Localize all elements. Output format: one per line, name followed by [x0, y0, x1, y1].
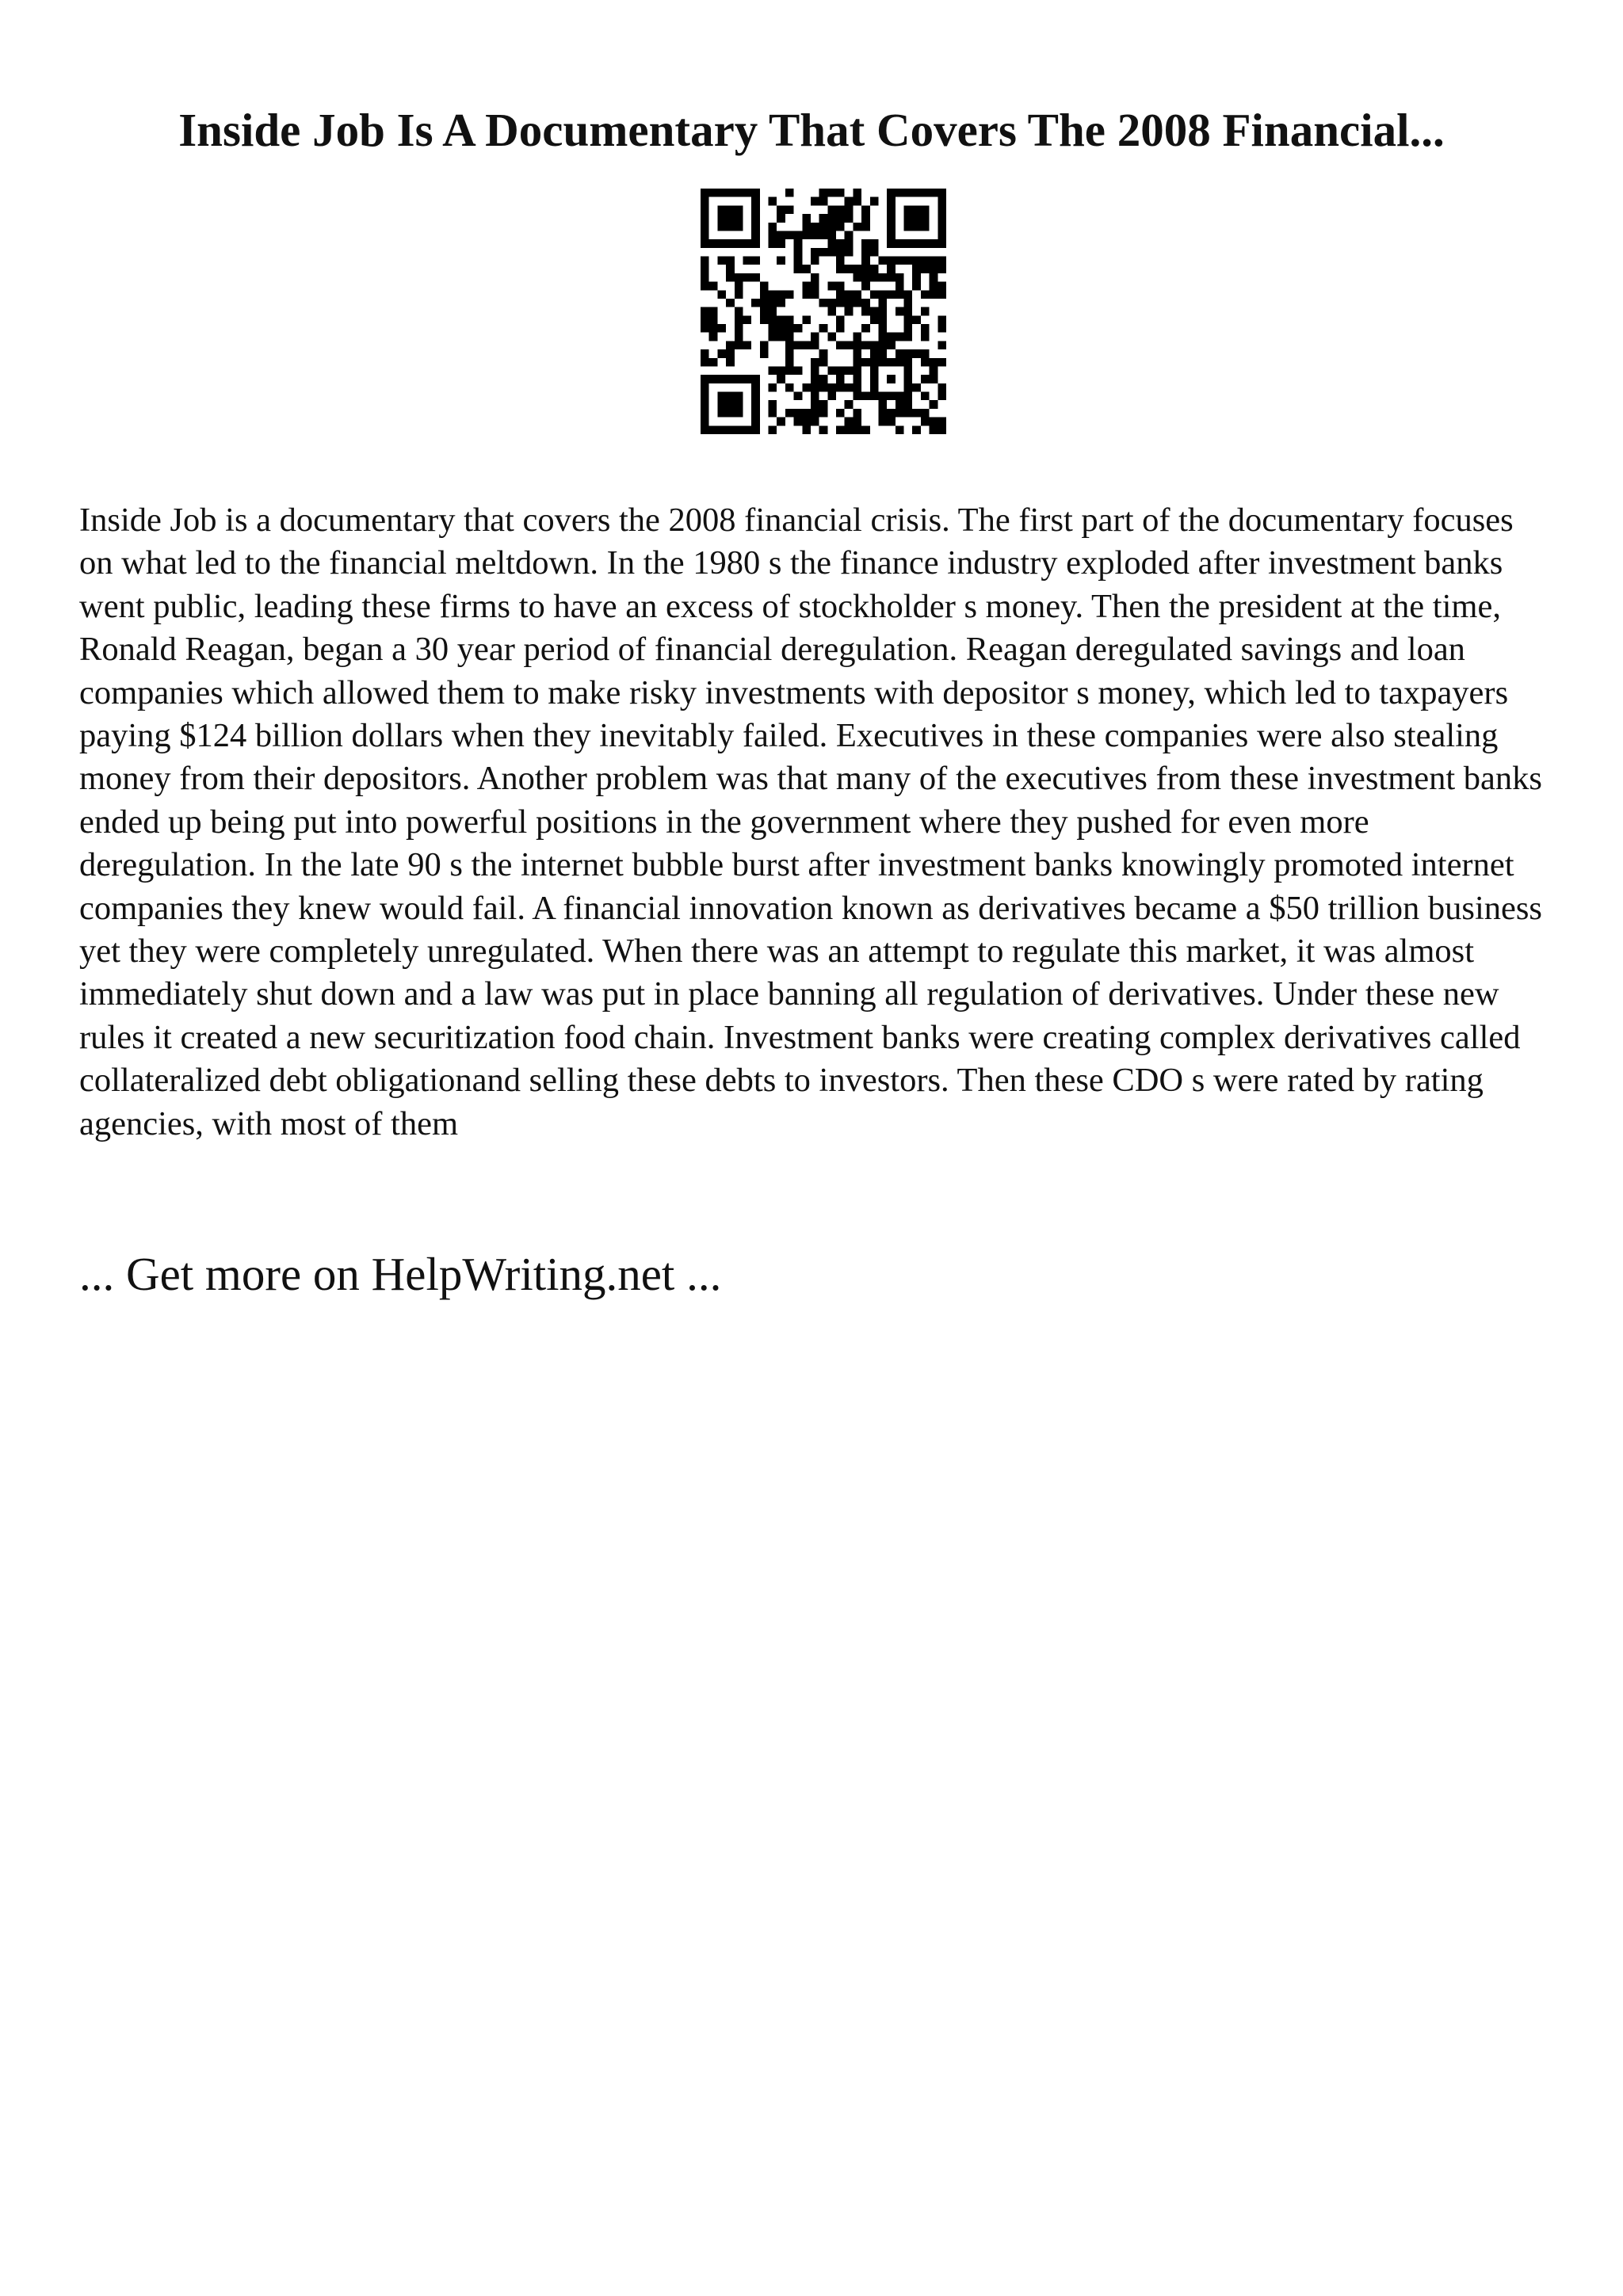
get-more-link[interactable]: ... Get more on HelpWriting.net ... — [79, 1248, 722, 1300]
page-title: Inside Job Is A Documentary That Covers The 2008 Financial... — [178, 104, 1445, 156]
article-body: Inside Job is a documentary that covers the 2008 financial crisis. The first part of the documentary focuses on what led to the financial meltdown. In the 1980 s the finance industry exploded after investment banks went public, leading these firms to have an excess of stockholder s money. Then the president at the time, Ronald Reagan, began a 30 year period of financial deregulation. Reagan deregulated savings and loan companies which allowed them to make risky investments with depositor s money, which led to taxpayers paying $124 billion dollars when they inevitably failed. Executives in these companies were also stealing money from their depositors. Another problem was that many of the executives from these investment banks ended up being put into powerful positions in the government where they pushed for even more deregulation. In the late 90 s the internet bubble burst after investment banks knowingly promoted internet companies they knew would fail. A financial innovation known as derivatives became a $50 trillion business yet they were completely unregulated. When there was an attempt to regulate this market, it was almost immediately shut down and a law was put in place banning all regulation of derivatives. Under these new rules it created a new securitization food chain. Investment banks were creating complex derivatives called collateralized debt obligationand selling these debts to investors. Then these CDO s were rated by rating agencies, with most of them — [79, 502, 1542, 1142]
qr-code-icon[interactable] — [701, 189, 946, 434]
